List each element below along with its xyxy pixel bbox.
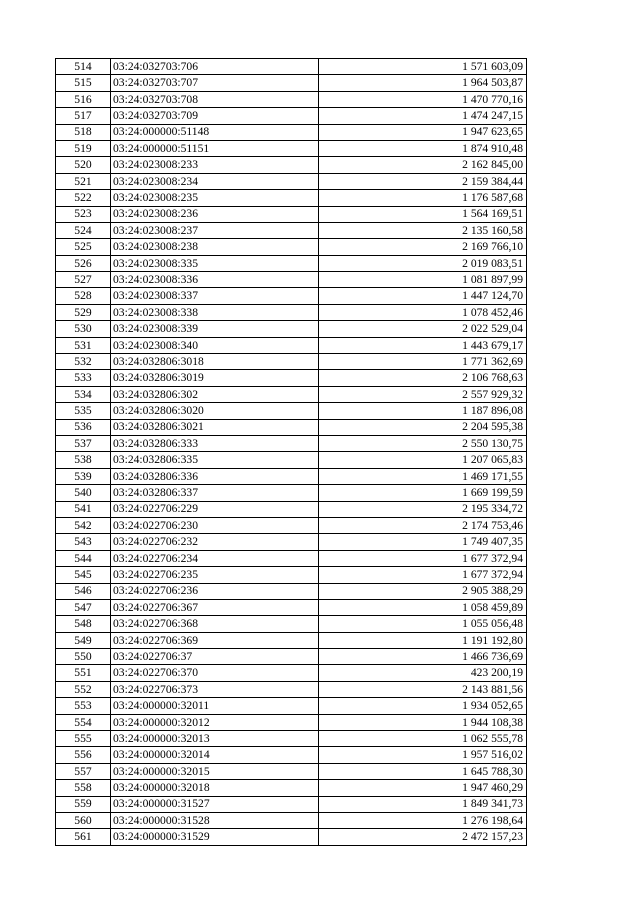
cadastral-value-cell: 1 058 459,89 [319, 599, 527, 615]
table-row [56, 485, 527, 501]
row-number-cell: 543 [56, 534, 111, 550]
cadastral-value-cell: 1 564 169,51 [319, 206, 527, 222]
row-number-cell: 518 [56, 124, 111, 140]
cadastral-value-table [55, 58, 527, 846]
cadastral-number-cell: 03:24:032806:3019 [111, 370, 319, 386]
table-body [56, 59, 527, 846]
cadastral-value-cell: 1 062 555,78 [319, 731, 527, 747]
table-row [56, 435, 527, 451]
cadastral-number-cell: 03:24:022706:230 [111, 517, 319, 533]
row-number-cell: 520 [56, 157, 111, 173]
cadastral-value-cell: 2 550 130,75 [319, 435, 527, 451]
cadastral-value-cell: 1 187 896,08 [319, 403, 527, 419]
row-number-cell: 549 [56, 632, 111, 648]
row-number-cell: 515 [56, 75, 111, 91]
cadastral-number-cell: 03:24:023008:233 [111, 157, 319, 173]
table-row [56, 419, 527, 435]
row-number-cell: 555 [56, 731, 111, 747]
table-row [56, 386, 527, 402]
cadastral-value-cell: 1 849 341,73 [319, 796, 527, 812]
row-number-cell: 550 [56, 649, 111, 665]
cadastral-number-cell: 03:24:032806:3018 [111, 354, 319, 370]
table-row [56, 354, 527, 370]
table-row [56, 567, 527, 583]
table-row [56, 616, 527, 632]
table-row [56, 91, 527, 107]
cadastral-number-cell: 03:24:000000:32014 [111, 747, 319, 763]
cadastral-number-cell: 03:24:022706:368 [111, 616, 319, 632]
cadastral-number-cell: 03:24:023008:339 [111, 321, 319, 337]
cadastral-value-cell: 1 874 910,48 [319, 140, 527, 156]
cadastral-number-cell: 03:24:022706:232 [111, 534, 319, 550]
table-row [56, 714, 527, 730]
table-row [56, 649, 527, 665]
cadastral-value-cell: 1 934 052,65 [319, 698, 527, 714]
cadastral-number-cell: 03:24:022706:370 [111, 665, 319, 681]
cadastral-number-cell: 03:24:022706:234 [111, 550, 319, 566]
cadastral-value-cell: 2 204 595,38 [319, 419, 527, 435]
table-row [56, 272, 527, 288]
row-number-cell: 552 [56, 681, 111, 697]
cadastral-value-cell: 1 645 788,30 [319, 763, 527, 779]
row-number-cell: 544 [56, 550, 111, 566]
cadastral-number-cell: 03:24:023008:340 [111, 337, 319, 353]
table-row [56, 812, 527, 828]
cadastral-value-cell: 1 207 065,83 [319, 452, 527, 468]
row-number-cell: 530 [56, 321, 111, 337]
cadastral-number-cell: 03:24:000000:51148 [111, 124, 319, 140]
cadastral-value-cell: 2 905 388,29 [319, 583, 527, 599]
cadastral-number-cell: 03:24:000000:31527 [111, 796, 319, 812]
cadastral-number-cell: 03:24:023008:338 [111, 304, 319, 320]
cadastral-value-cell: 2 106 768,63 [319, 370, 527, 386]
row-number-cell: 523 [56, 206, 111, 222]
cadastral-value-cell: 1 176 587,68 [319, 190, 527, 206]
row-number-cell: 514 [56, 59, 111, 75]
cadastral-number-cell: 03:24:022706:235 [111, 567, 319, 583]
cadastral-value-cell: 1 947 623,65 [319, 124, 527, 140]
table-row [56, 534, 527, 550]
cadastral-value-cell: 1 669 199,59 [319, 485, 527, 501]
table-row [56, 829, 527, 845]
cadastral-value-cell: 1 191 192,80 [319, 632, 527, 648]
row-number-cell: 517 [56, 108, 111, 124]
row-number-cell: 545 [56, 567, 111, 583]
row-number-cell: 529 [56, 304, 111, 320]
table-row [56, 517, 527, 533]
cadastral-value-cell: 1 055 056,48 [319, 616, 527, 632]
cadastral-value-cell: 1 276 198,64 [319, 812, 527, 828]
cadastral-number-cell: 03:24:023008:237 [111, 222, 319, 238]
row-number-cell: 533 [56, 370, 111, 386]
cadastral-number-cell: 03:24:000000:51151 [111, 140, 319, 156]
cadastral-number-cell: 03:24:023008:335 [111, 255, 319, 271]
table-row [56, 583, 527, 599]
row-number-cell: 553 [56, 698, 111, 714]
cadastral-number-cell: 03:24:022706:367 [111, 599, 319, 615]
cadastral-value-cell: 2 143 881,56 [319, 681, 527, 697]
cadastral-value-cell: 1 957 516,02 [319, 747, 527, 763]
row-number-cell: 547 [56, 599, 111, 615]
cadastral-number-cell: 03:24:032806:335 [111, 452, 319, 468]
table-row [56, 222, 527, 238]
cadastral-value-cell: 2 019 083,51 [319, 255, 527, 271]
table-row [56, 747, 527, 763]
cadastral-number-cell: 03:24:023008:235 [111, 190, 319, 206]
row-number-cell: 527 [56, 272, 111, 288]
cadastral-value-cell: 1 466 736,69 [319, 649, 527, 665]
row-number-cell: 559 [56, 796, 111, 812]
cadastral-number-cell: 03:24:023008:236 [111, 206, 319, 222]
table-row [56, 452, 527, 468]
cadastral-number-cell: 03:24:000000:31528 [111, 812, 319, 828]
table-row [56, 780, 527, 796]
row-number-cell: 539 [56, 468, 111, 484]
cadastral-number-cell: 03:24:032806:333 [111, 435, 319, 451]
row-number-cell: 525 [56, 239, 111, 255]
row-number-cell: 535 [56, 403, 111, 419]
cadastral-number-cell: 03:24:032806:3021 [111, 419, 319, 435]
table-row [56, 304, 527, 320]
cadastral-number-cell: 03:24:022706:369 [111, 632, 319, 648]
row-number-cell: 519 [56, 140, 111, 156]
row-number-cell: 532 [56, 354, 111, 370]
row-number-cell: 560 [56, 812, 111, 828]
row-number-cell: 554 [56, 714, 111, 730]
cadastral-number-cell: 03:24:032703:708 [111, 91, 319, 107]
cadastral-value-cell: 1 078 452,46 [319, 304, 527, 320]
table-row [56, 370, 527, 386]
cadastral-number-cell: 03:24:032806:3020 [111, 403, 319, 419]
cadastral-number-cell: 03:24:022706:37 [111, 649, 319, 665]
row-number-cell: 526 [56, 255, 111, 271]
cadastral-value-cell: 1 771 362,69 [319, 354, 527, 370]
table-row [56, 124, 527, 140]
cadastral-number-cell: 03:24:000000:32011 [111, 698, 319, 714]
cadastral-value-cell: 2 472 157,23 [319, 829, 527, 845]
cadastral-number-cell: 03:24:022706:373 [111, 681, 319, 697]
cadastral-number-cell: 03:24:032703:709 [111, 108, 319, 124]
cadastral-number-cell: 03:24:032703:706 [111, 59, 319, 75]
table-row [56, 75, 527, 91]
cadastral-value-cell: 2 557 929,32 [319, 386, 527, 402]
table-row [56, 59, 527, 75]
row-number-cell: 561 [56, 829, 111, 845]
cadastral-number-cell: 03:24:023008:234 [111, 173, 319, 189]
table-row [56, 255, 527, 271]
row-number-cell: 536 [56, 419, 111, 435]
table-row [56, 321, 527, 337]
cadastral-value-cell: 2 159 384,44 [319, 173, 527, 189]
cadastral-value-cell: 1 469 171,55 [319, 468, 527, 484]
cadastral-value-cell: 423 200,19 [319, 665, 527, 681]
row-number-cell: 528 [56, 288, 111, 304]
row-number-cell: 521 [56, 173, 111, 189]
cadastral-number-cell: 03:24:032703:707 [111, 75, 319, 91]
row-number-cell: 537 [56, 435, 111, 451]
table-row [56, 190, 527, 206]
row-number-cell: 548 [56, 616, 111, 632]
cadastral-value-cell: 1 677 372,94 [319, 550, 527, 566]
table-row [56, 763, 527, 779]
cadastral-value-cell: 1 443 679,17 [319, 337, 527, 353]
table-row [56, 698, 527, 714]
table-row [56, 632, 527, 648]
table-row [56, 140, 527, 156]
table-row [56, 501, 527, 517]
table-row [56, 599, 527, 615]
cadastral-number-cell: 03:24:032806:302 [111, 386, 319, 402]
cadastral-value-cell: 1 677 372,94 [319, 567, 527, 583]
row-number-cell: 522 [56, 190, 111, 206]
cadastral-value-cell: 1 944 108,38 [319, 714, 527, 730]
cadastral-value-cell: 2 169 766,10 [319, 239, 527, 255]
cadastral-value-cell: 1 447 124,70 [319, 288, 527, 304]
cadastral-value-cell: 1 474 247,15 [319, 108, 527, 124]
cadastral-value-cell: 2 022 529,04 [319, 321, 527, 337]
cadastral-value-cell: 2 135 160,58 [319, 222, 527, 238]
row-number-cell: 558 [56, 780, 111, 796]
cadastral-value-cell: 1 964 503,87 [319, 75, 527, 91]
cadastral-value-cell: 1 470 770,16 [319, 91, 527, 107]
row-number-cell: 541 [56, 501, 111, 517]
table-row [56, 206, 527, 222]
cadastral-number-cell: 03:24:000000:32012 [111, 714, 319, 730]
cadastral-value-cell: 1 947 460,29 [319, 780, 527, 796]
cadastral-number-cell: 03:24:000000:32018 [111, 780, 319, 796]
row-number-cell: 534 [56, 386, 111, 402]
table-row [56, 796, 527, 812]
cadastral-number-cell: 03:24:022706:236 [111, 583, 319, 599]
cadastral-number-cell: 03:24:023008:337 [111, 288, 319, 304]
cadastral-value-cell: 2 162 845,00 [319, 157, 527, 173]
table-row [56, 681, 527, 697]
table-row [56, 288, 527, 304]
cadastral-number-cell: 03:24:023008:238 [111, 239, 319, 255]
table-row [56, 157, 527, 173]
table-row [56, 403, 527, 419]
cadastral-value-cell: 2 174 753,46 [319, 517, 527, 533]
row-number-cell: 516 [56, 91, 111, 107]
cadastral-number-cell: 03:24:032806:337 [111, 485, 319, 501]
row-number-cell: 542 [56, 517, 111, 533]
cadastral-value-cell: 1 749 407,35 [319, 534, 527, 550]
table-row [56, 173, 527, 189]
row-number-cell: 546 [56, 583, 111, 599]
cadastral-number-cell: 03:24:032806:336 [111, 468, 319, 484]
row-number-cell: 524 [56, 222, 111, 238]
table-row [56, 108, 527, 124]
cadastral-value-cell: 1 081 897,99 [319, 272, 527, 288]
table-row [56, 468, 527, 484]
row-number-cell: 538 [56, 452, 111, 468]
cadastral-value-cell: 2 195 334,72 [319, 501, 527, 517]
row-number-cell: 556 [56, 747, 111, 763]
row-number-cell: 557 [56, 763, 111, 779]
table-row [56, 239, 527, 255]
table-row [56, 550, 527, 566]
row-number-cell: 551 [56, 665, 111, 681]
table-row [56, 665, 527, 681]
cadastral-number-cell: 03:24:022706:229 [111, 501, 319, 517]
cadastral-number-cell: 03:24:000000:31529 [111, 829, 319, 845]
row-number-cell: 531 [56, 337, 111, 353]
cadastral-number-cell: 03:24:023008:336 [111, 272, 319, 288]
table-row [56, 337, 527, 353]
cadastral-value-cell: 1 571 603,09 [319, 59, 527, 75]
table-row [56, 731, 527, 747]
row-number-cell: 540 [56, 485, 111, 501]
cadastral-number-cell: 03:24:000000:32013 [111, 731, 319, 747]
cadastral-number-cell: 03:24:000000:32015 [111, 763, 319, 779]
